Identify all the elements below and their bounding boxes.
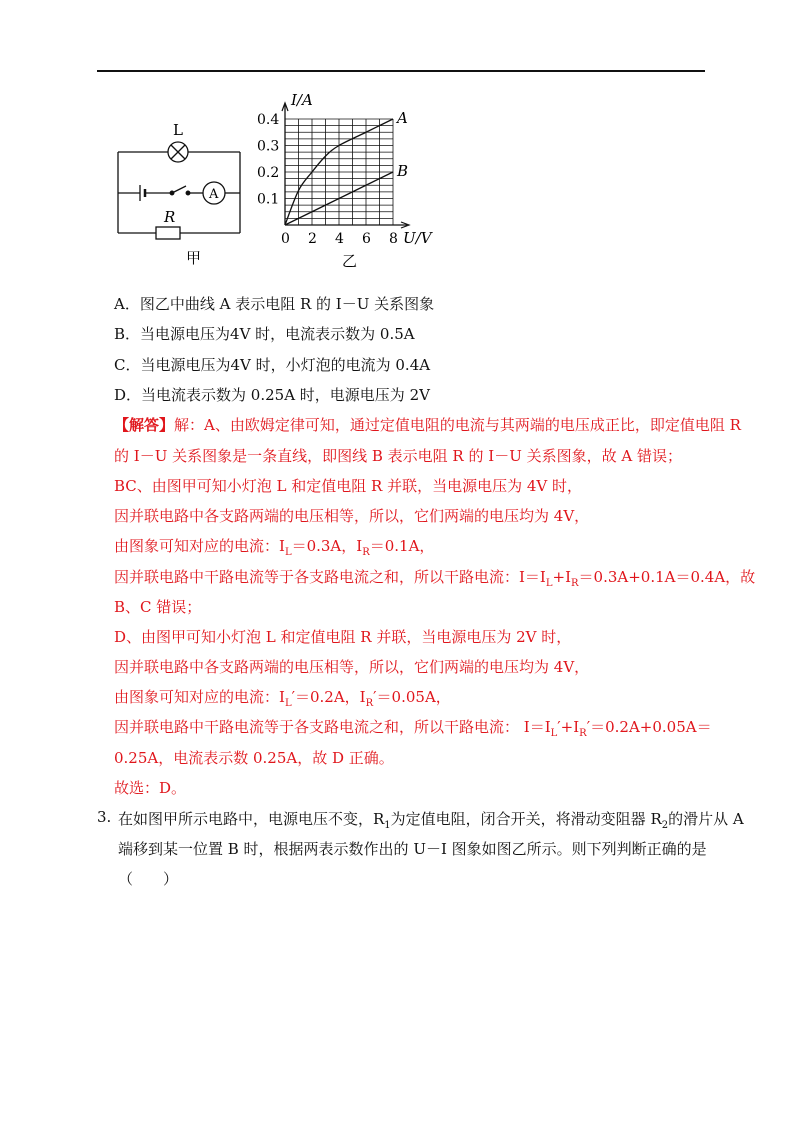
lamp-label: L: [173, 121, 183, 139]
x-tick-label: 0: [281, 231, 290, 247]
series-label-A: A: [397, 109, 408, 127]
figure-jia-caption: 甲: [186, 249, 202, 267]
figure-yi-caption: 乙: [342, 252, 358, 270]
y-tick-label: 0.2: [257, 165, 280, 181]
answer-line-11: 因并联电路中干路电流等于各支路电流之和，所以干路电流： $I=I_L'+I_R'=0.2A+0.05A=$: [114, 718, 712, 739]
option-c: C．当电源电压为4V 时，小灯泡的电流为 0.4A: [114, 356, 431, 374]
answer-line-6: 因并联电路中干路电流等于各支路电流之和，所以干路电流：$I=I_L+I_R=0.3A+0.1A=0.4A$，故: [114, 568, 756, 589]
header-rule: [97, 70, 705, 72]
answer-line-3: BC、由图甲可知小灯泡 L 和定值电阻 R 并联，当电源电压为 4V 时，: [114, 477, 583, 495]
answer-line-9: 因并联电路中各支路两端的电压相等，所以，它们两端的电压均为 4V，: [114, 658, 590, 676]
iu-graph: [257, 91, 434, 247]
question-3-number: 3.: [97, 808, 112, 826]
figure-svg: [110, 90, 450, 270]
ammeter-label: A: [209, 187, 219, 202]
x-axis-label: U/V: [403, 229, 432, 247]
answer-line-2: 的 I－U 关系图象是一条直线，即图线 B 表示电阻 R 的 I－U 关系图象，故 A 错误；: [114, 447, 682, 465]
x-tick-label: 4: [335, 231, 344, 247]
switch-icon: [172, 186, 186, 193]
option-b: B．当电源电压为4V 时，电流表示数为 0.5A: [114, 325, 415, 343]
answer-line-8: D、由图甲可知小灯泡 L 和定值电阻 R 并联，当电源电压为 2V 时，: [114, 628, 572, 646]
answer-line-13: 故选：D。: [114, 779, 187, 797]
answer-line-4: 因并联电路中各支路两端的电压相等，所以，它们两端的电压均为 4V，: [114, 507, 590, 525]
circuit-diagram-jia: [118, 142, 240, 239]
answer-line-12: 0.25A，电流表示数 0.25A，故 D 正确。: [114, 749, 394, 767]
answer-tag: 【解答】: [114, 416, 175, 434]
y-axis-label: I/A: [291, 91, 313, 109]
option-d: D．当电流表示数为 0.25A 时，电源电压为 2V: [114, 386, 430, 404]
x-tick-label: 2: [308, 231, 317, 247]
option-a: A．图乙中曲线 A 表示电阻 R 的 I－U 关系图象: [114, 295, 435, 313]
resistor-icon: [156, 227, 180, 239]
y-tick-label: 0.1: [257, 191, 280, 208]
y-tick-label: 0.3: [257, 138, 280, 155]
answer-line-1: [114, 414, 741, 435]
answer-line-5: 由图象可知对应的电流：$I_L=0.3A$，$I_R=0.1A$，: [114, 537, 435, 558]
question-3-line-1: 在如图甲所示电路中，电源电压不变，$R_1$为定值电阻，闭合开关，将滑动变阻器 $R_2$的滑片从 A: [118, 810, 744, 831]
figures: [110, 90, 450, 270]
answer-text-1: 解：A、由欧姆定律可知，通过定值电阻的电流与其两端的电压成正比，即定值电阻 R: [174, 416, 741, 434]
question-3-line-2: 端移到某一位置 B 时，根据两表示数作出的 U－I 图象如图乙所示。则下列判断正确的是: [118, 840, 707, 858]
x-tick-label: 6: [362, 231, 371, 247]
answer-line-7: B、C 错误；: [114, 598, 202, 616]
resistor-label: R: [164, 208, 176, 226]
question-3-line-3: （ ）: [118, 870, 179, 888]
series-label-B: B: [397, 162, 409, 180]
x-tick-label: 8: [389, 231, 398, 247]
y-tick-label: 0.4: [257, 112, 280, 128]
answer-line-10: 由图象可知对应的电流：$I_L'=0.2A$，$I_R'=0.05A$，: [114, 688, 451, 709]
